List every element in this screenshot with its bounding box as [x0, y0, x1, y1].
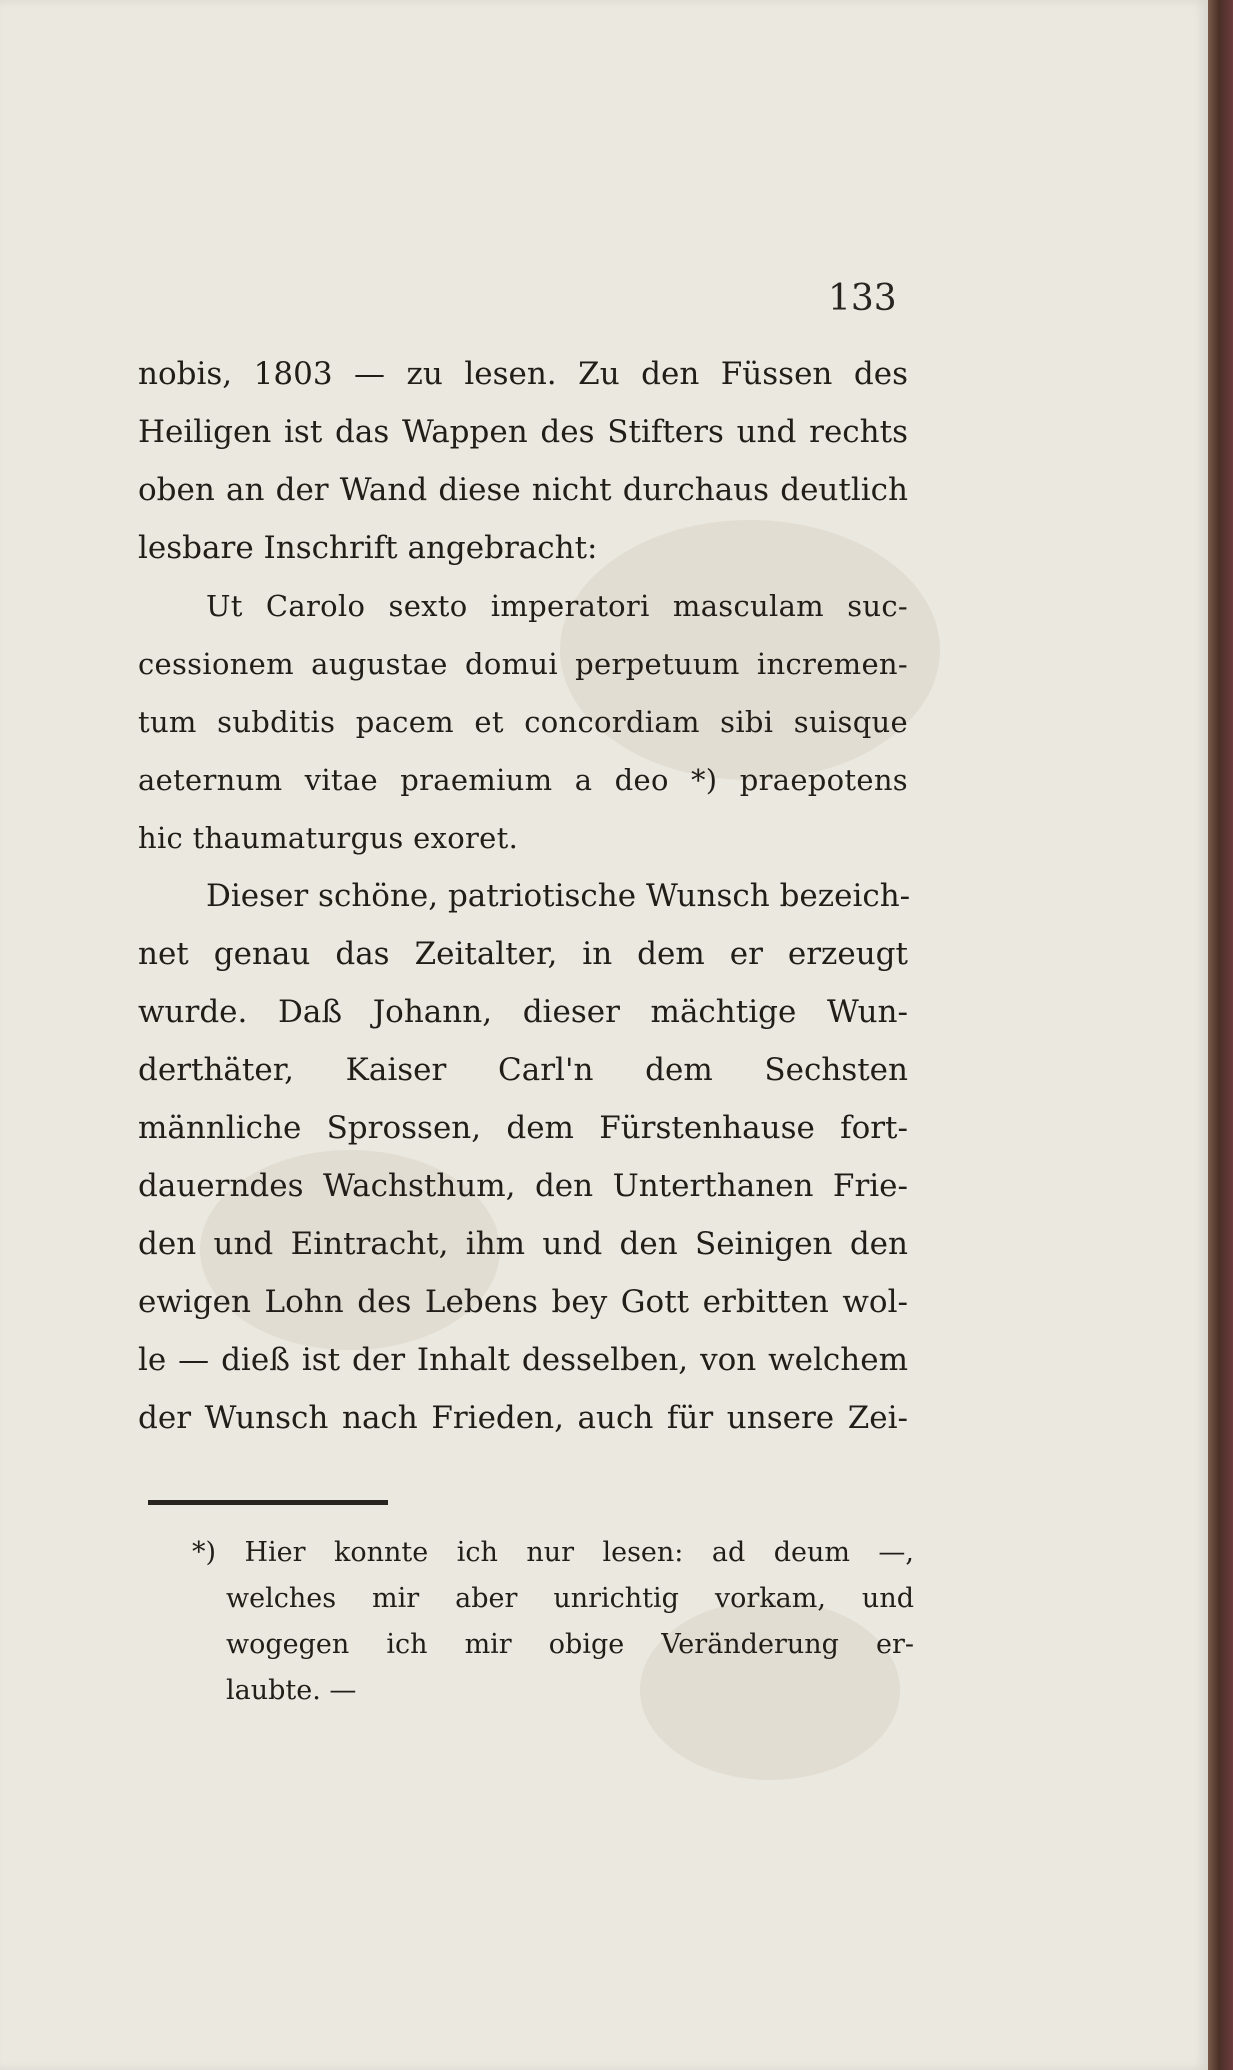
- text-line: net genau das Zeitalter, in dem er erzeugt: [138, 936, 908, 972]
- text-line: Heiligen ist das Wappen des Stifters und rechts: [138, 414, 908, 450]
- page-number: 133: [828, 278, 897, 319]
- footnote-line: wogegen ich mir obige Veränderung er-: [226, 1629, 914, 1660]
- text-line: le — dieß ist der Inhalt desselben, von welchem: [138, 1342, 908, 1378]
- text-line: männliche Sprossen, dem Fürstenhause fort-: [138, 1110, 908, 1146]
- footnote-line: welches mir aber unrichtig vorkam, und: [226, 1583, 914, 1614]
- text-line: Dieser schöne, patriotische Wunsch bezeich-: [206, 878, 911, 914]
- text-line: nobis, 1803 — zu lesen. Zu den Füssen des: [138, 356, 908, 392]
- text-line: ewigen Lohn des Lebens bey Gott erbitten wol-: [138, 1284, 908, 1320]
- book-cover-edge: [1208, 0, 1233, 2070]
- text-line: den und Eintracht, ihm und den Seinigen den: [138, 1226, 908, 1262]
- inscription-line: Ut Carolo sexto imperatori masculam suc-: [206, 589, 908, 623]
- footnote-separator: [148, 1500, 388, 1505]
- footnote-line: laubte. —: [226, 1675, 357, 1706]
- text-line: lesbare Inschrift angebracht:: [138, 530, 598, 566]
- inscription-line: cessionem augustae domui perpetuum incremen-: [138, 647, 908, 681]
- footnote: [192, 1530, 914, 1714]
- inscription-line: tum subditis pacem et concordiam sibi suisque: [138, 705, 908, 739]
- footnote-line: *) Hier konnte ich nur lesen: ad deum —,: [192, 1537, 914, 1568]
- inscription-line: hic thaumaturgus exoret.: [138, 821, 519, 855]
- main-text: [138, 345, 911, 1447]
- text-line: wurde. Daß Johann, dieser mächtige Wun-: [138, 994, 908, 1030]
- text-line: derthäter, Kaiser Carl'n dem Sechsten: [138, 1052, 908, 1088]
- text-line: der Wunsch nach Frieden, auch für unsere Zei-: [138, 1400, 908, 1436]
- text-line: oben an der Wand diese nicht durchaus deutlich: [138, 472, 908, 508]
- text-line: dauerndes Wachsthum, den Unterthanen Frie-: [138, 1168, 908, 1204]
- inscription-line: aeternum vitae praemium a deo *) praepotens: [138, 763, 908, 797]
